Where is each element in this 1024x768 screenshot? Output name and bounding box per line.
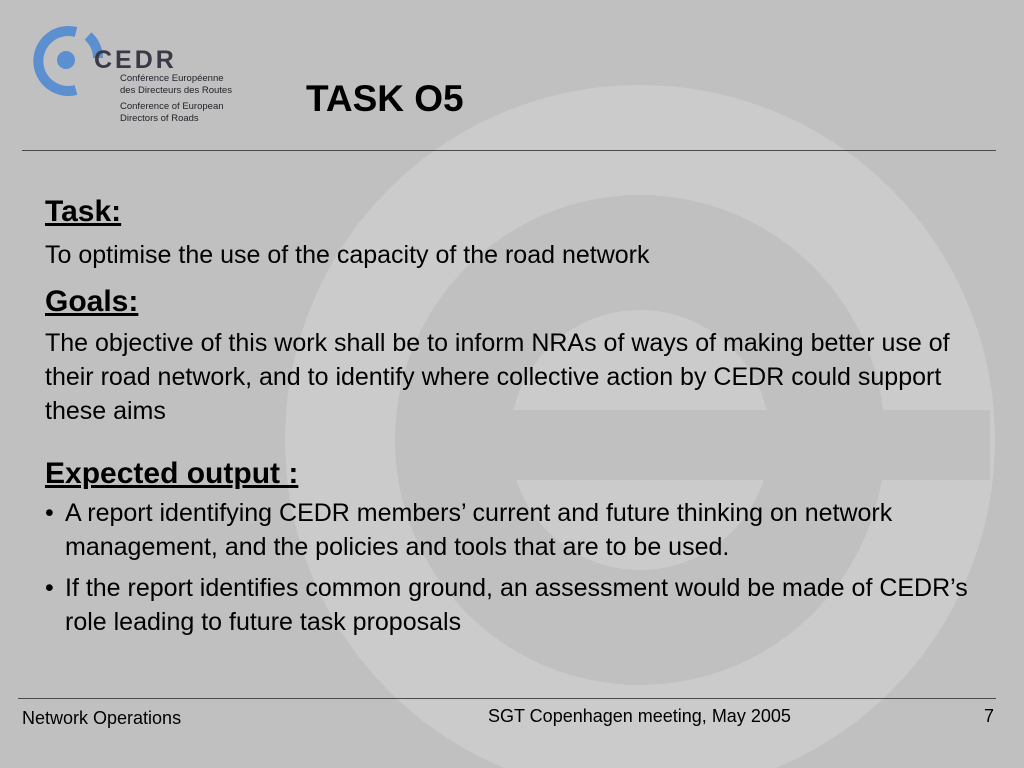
goals-text: The objective of this work shall be to inform NRAs of ways of making better use of their road network, and to identify where collective action by CEDR could support these aims — [45, 329, 950, 425]
goals-heading: Goals: — [45, 285, 139, 318]
list-item — [45, 571, 980, 639]
logo-fr-line2: des Directeurs des Routes — [120, 85, 232, 96]
header-divider — [22, 150, 996, 151]
expected-output-heading: Expected output : — [45, 457, 299, 490]
footer-section-name: Network Operations — [22, 708, 182, 728]
bullet-marker: • — [45, 499, 54, 527]
bullet-marker: • — [45, 574, 54, 602]
slide-body — [45, 194, 980, 646]
task-heading: Task: — [45, 195, 122, 228]
bullet-text: If the report identifies common ground, an assessment would be made of CEDR’s role leading to future task proposals — [65, 574, 968, 636]
slide-title: TASK O5 — [306, 78, 464, 119]
logo-en-line1: Conference of European — [120, 101, 224, 112]
logo-wordmark: CEDR — [94, 46, 177, 74]
logo-tagline — [120, 73, 232, 125]
logo-en-line2: Directors of Roads — [120, 113, 199, 124]
cedr-logo — [30, 24, 270, 128]
expected-output-list — [45, 496, 980, 639]
page-number: 7 — [984, 706, 995, 726]
bullet-text: A report identifying CEDR members’ current and future thinking on network management, and the policies and tools that are to be used. — [65, 499, 893, 561]
list-item — [45, 496, 980, 564]
task-text: To optimise the use of the capacity of the road network — [45, 241, 650, 269]
footer-divider — [18, 698, 996, 699]
logo-fr-line1: Conférence Européenne — [120, 73, 224, 84]
footer-meeting-info: SGT Copenhagen meeting, May 2005 — [488, 706, 791, 726]
